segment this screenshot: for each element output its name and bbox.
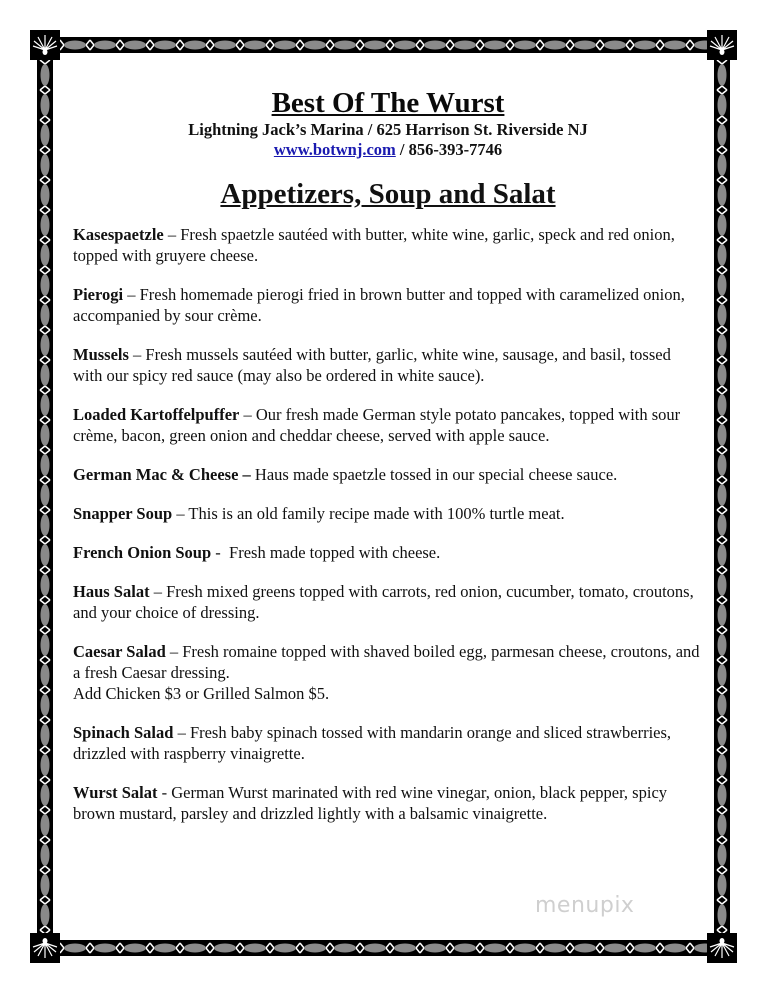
item-separator: – — [163, 225, 181, 244]
item-description: Haus made spaetzle tossed in our special cheese sauce. — [254, 465, 618, 484]
item-description: This is an old family recipe made with 100% turtle meat. — [188, 504, 565, 523]
sunburst-ornament-icon — [30, 30, 60, 60]
contact-separator: / — [395, 140, 409, 159]
item-name: Wurst Salat — [73, 783, 158, 802]
item-name: Haus Salat — [73, 582, 150, 601]
menu-item — [73, 464, 703, 485]
item-description: German Wurst marinated with red wine vinegar, onion, black pepper, spicy brown mustard, parsley and drizzled lightly with a balsamic vinaigrette. — [73, 783, 668, 823]
contact-line — [73, 140, 703, 160]
item-separator: – — [165, 642, 183, 661]
border-top — [60, 37, 707, 53]
item-name: German Mac & Cheese – — [73, 465, 251, 484]
item-name: Pierogi — [73, 285, 124, 304]
menu-item — [73, 782, 703, 824]
item-separator: – — [172, 504, 189, 523]
item-separator: - — [157, 783, 172, 802]
menu-item — [73, 581, 703, 623]
section-title: Appetizers, Soup and Salat — [220, 178, 556, 210]
restaurant-address: Lightning Jack’s Marina / 625 Harrison St. Riverside NJ — [188, 120, 588, 139]
item-name: Kasespaetzle — [73, 225, 164, 244]
item-addon: Add Chicken $3 or Grilled Salmon $5. — [73, 684, 330, 703]
border-left — [37, 60, 53, 933]
menu-page — [73, 86, 703, 842]
menu-items — [73, 224, 703, 824]
menu-item — [73, 224, 703, 266]
item-separator: – — [123, 285, 140, 304]
restaurant-title: Best Of The Wurst — [271, 87, 505, 119]
item-description: Fresh mussels sautéed with butter, garlic, white wine, sausage, and basil, tossed with our spicy red sauce (may also be ordered in white sauce). — [73, 345, 671, 385]
sunburst-ornament-icon — [707, 933, 737, 963]
website-link[interactable]: www.botwnj.com — [273, 140, 396, 159]
item-name: French Onion Soup — [73, 543, 212, 562]
menu-item — [73, 641, 703, 704]
menu-item — [73, 503, 703, 524]
phone-number: 856-393-7746 — [408, 140, 503, 159]
item-separator: – — [149, 582, 167, 601]
watermark-logo: menupix — [535, 893, 635, 918]
border-bottom — [60, 940, 707, 956]
item-description: Fresh homemade pierogi fried in brown butter and topped with caramelized onion, accompanied by sour crème. — [73, 285, 685, 325]
border-right — [714, 60, 730, 933]
menu-item — [73, 542, 703, 563]
item-separator: – — [128, 345, 146, 364]
sunburst-ornament-icon — [707, 30, 737, 60]
item-description: Fresh mixed greens topped with carrots, red onion, cucumber, tomato, croutons, and your choice of dressing. — [73, 582, 694, 622]
item-name: Snapper Soup — [73, 504, 173, 523]
item-separator: – — [239, 405, 256, 424]
menu-item — [73, 344, 703, 386]
item-name: Loaded Kartoffelpuffer — [73, 405, 240, 424]
item-name: Spinach Salad — [73, 723, 174, 742]
menu-item — [73, 404, 703, 446]
item-separator: – — [173, 723, 190, 742]
menu-item — [73, 722, 703, 764]
item-separator: - — [211, 543, 230, 562]
item-name: Mussels — [73, 345, 129, 364]
item-description: Fresh romaine topped with shaved boiled egg, parmesan cheese, croutons, and a fresh Caesar dressing. — [73, 642, 700, 682]
item-description: Fresh baby spinach tossed with mandarin orange and sliced strawberries, drizzled with raspberry vinaigrette. — [73, 723, 672, 763]
item-description: Our fresh made German style potato pancakes, topped with sour crème, bacon, green onion and cheddar cheese, served with apple sauce. — [73, 405, 681, 445]
item-name: Caesar Salad — [73, 642, 166, 661]
item-description: Fresh spaetzle sautéed with butter, white wine, garlic, speck and red onion, topped with gruyere cheese. — [73, 225, 675, 265]
item-description: Fresh made topped with cheese. — [229, 543, 441, 562]
sunburst-ornament-icon — [30, 933, 60, 963]
menu-item — [73, 284, 703, 326]
